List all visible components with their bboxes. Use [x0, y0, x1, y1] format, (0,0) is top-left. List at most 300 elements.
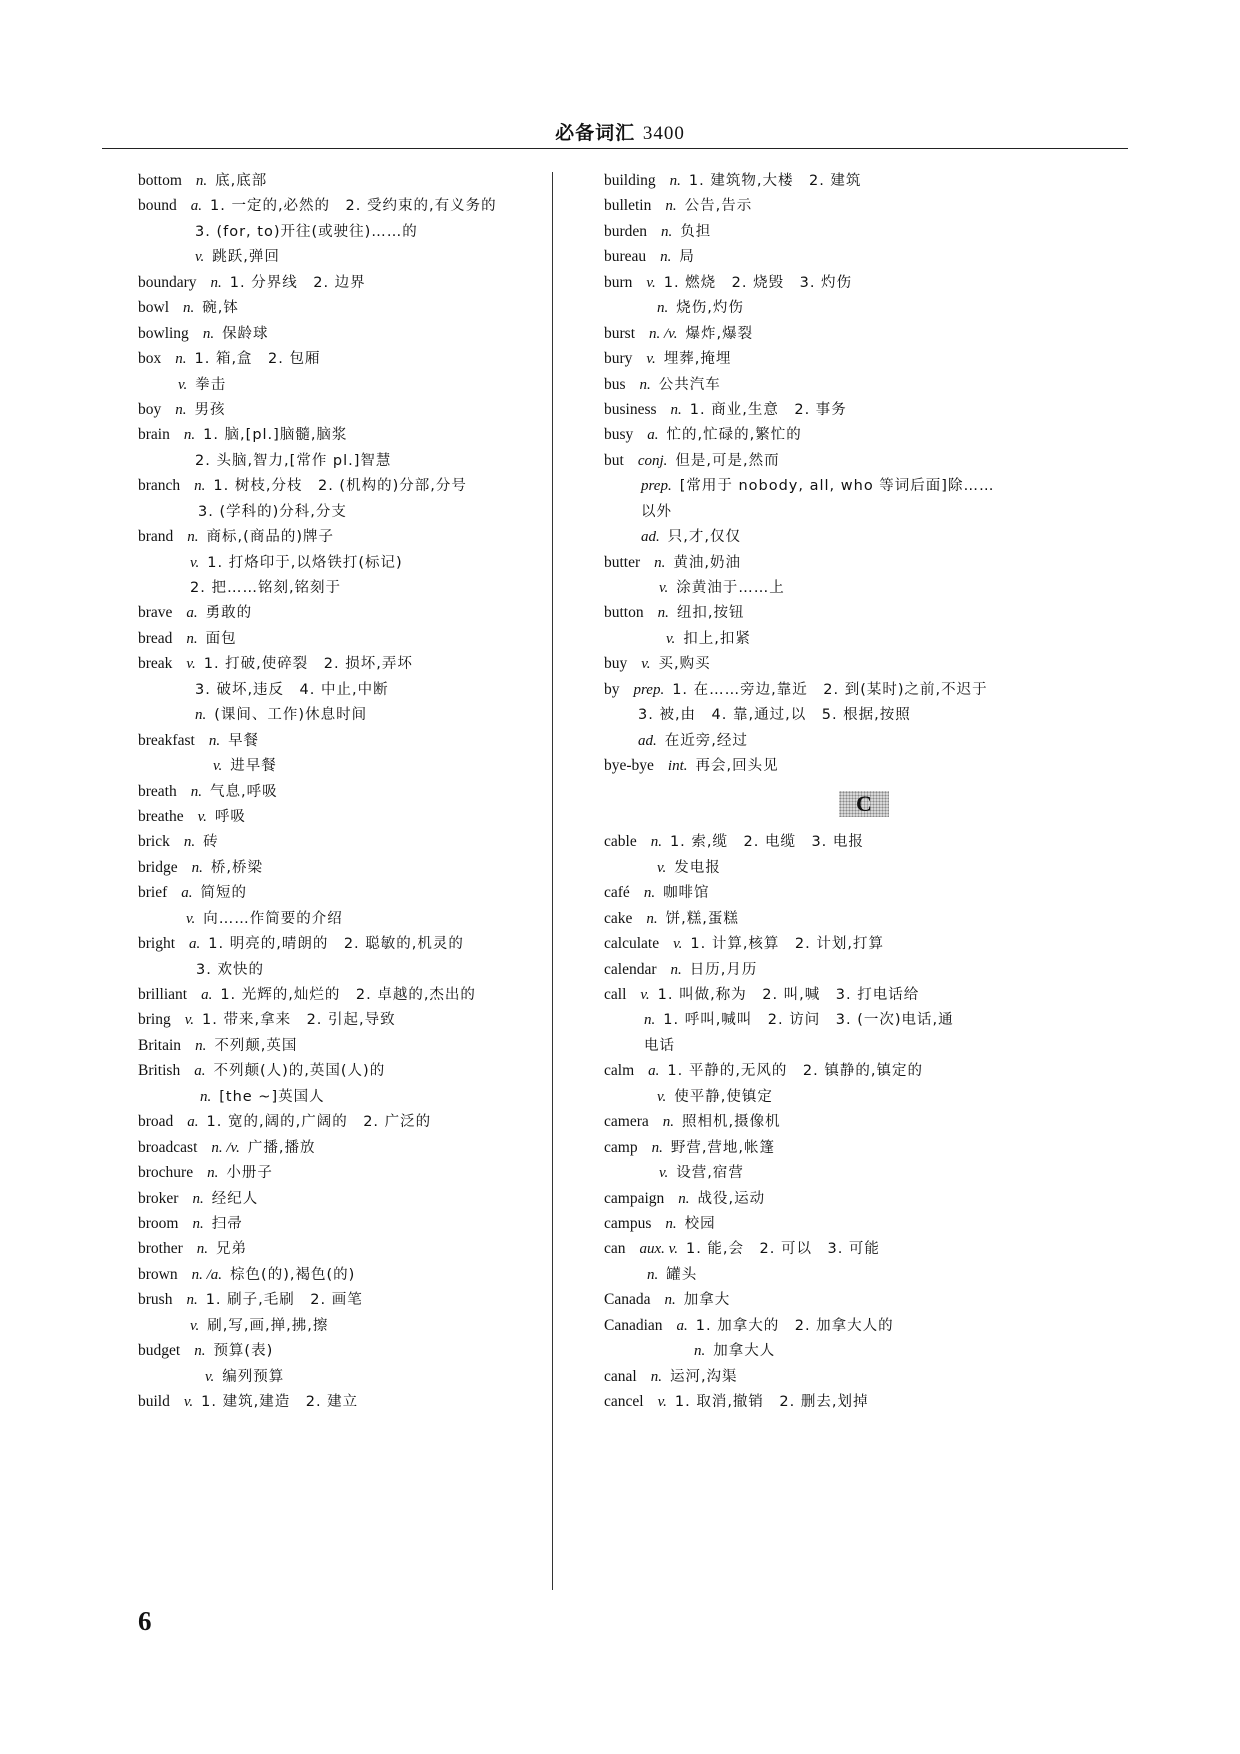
definition: 1. 建筑,建造 2. 建立	[201, 1394, 359, 1410]
definition: 1. 宽的,阔的,广阔的 2. 广泛的	[206, 1114, 432, 1131]
definition: 1. 打烙印于,以烙铁打(标记)	[207, 554, 403, 571]
dictionary-entry-continuation	[138, 1313, 548, 1338]
definition: 早餐	[228, 732, 260, 749]
dictionary-entry-continuation	[604, 575, 1124, 600]
headword: bus	[604, 375, 626, 393]
headword: British	[138, 1062, 181, 1080]
definition: 底,底部	[215, 173, 268, 189]
headword: brother	[138, 1240, 183, 1258]
definition: 1. 呼叫,喊叫 2. 访问 3. (一次)电话,通	[663, 1012, 954, 1029]
dictionary-entry	[604, 372, 1124, 397]
running-header	[0, 118, 1240, 145]
dictionary-entry	[604, 1058, 1124, 1083]
definition: 广播,播放	[247, 1139, 316, 1156]
part-of-speech: n.	[654, 554, 666, 571]
dictionary-entry	[604, 1236, 1124, 1261]
part-of-speech: v.	[657, 859, 667, 876]
definition: 发电报	[674, 859, 721, 876]
dictionary-entry	[604, 422, 1124, 447]
dictionary-entry-continuation	[138, 499, 548, 524]
dictionary-entry	[138, 193, 548, 218]
dictionary-entry	[138, 168, 548, 193]
definition: 在近旁,经过	[664, 732, 748, 749]
dictionary-entry	[138, 931, 548, 956]
definition: 设营,宿营	[676, 1165, 744, 1182]
part-of-speech: v.	[183, 1394, 194, 1410]
definition: (课间、工作)休息时间	[214, 707, 368, 724]
definition: 公共汽车	[658, 376, 721, 393]
dictionary-entry	[138, 728, 548, 753]
part-of-speech: n.	[670, 961, 682, 978]
part-of-speech: a.	[181, 885, 193, 902]
dictionary-entry-continuation	[604, 1007, 1124, 1032]
definition: 1. 打破,使碎裂 2. 损坏,弄坏	[203, 656, 413, 673]
part-of-speech: n.	[183, 427, 196, 444]
headword: bowling	[138, 324, 189, 342]
part-of-speech: n.	[665, 1215, 677, 1232]
headword: but	[604, 451, 624, 469]
headword: buy	[604, 655, 628, 673]
headword: bound	[138, 197, 177, 215]
definition: 跳跃,弹回	[212, 249, 280, 266]
part-of-speech: n.	[661, 223, 673, 240]
page-number: 6	[138, 1606, 152, 1636]
headword: bridge	[138, 858, 178, 876]
dictionary-entry-continuation	[604, 524, 1124, 549]
headword: break	[138, 655, 173, 673]
part-of-speech: n.	[647, 1266, 659, 1283]
dictionary-entry	[604, 931, 1124, 956]
part-of-speech: a.	[189, 936, 201, 953]
dictionary-entry	[138, 982, 548, 1007]
definition: 刷,写,画,掸,拂,擦	[207, 1317, 329, 1334]
dictionary-entry	[138, 1135, 548, 1160]
part-of-speech: v.	[213, 758, 223, 775]
dictionary-entry	[138, 779, 548, 804]
definition: 日历,月历	[689, 961, 758, 978]
definition: 3. 破坏,违反 4. 中止,中断	[195, 681, 389, 698]
dictionary-entry-continuation	[138, 1364, 548, 1389]
definition: 3. 欢快的	[196, 961, 264, 978]
dictionary-entry	[138, 651, 548, 676]
headword: branch	[138, 477, 181, 495]
part-of-speech: n.	[646, 910, 658, 927]
definition: 饼,糕,蛋糕	[665, 910, 739, 927]
dictionary-entry	[138, 1389, 548, 1414]
dictionary-entry	[604, 321, 1124, 346]
part-of-speech: v.	[190, 554, 200, 571]
definition: 野营,营地,帐篷	[670, 1139, 776, 1156]
dictionary-entry	[138, 397, 548, 422]
dictionary-entry	[138, 804, 548, 829]
dictionary-entry	[138, 829, 548, 854]
definition: 只,才,仅仅	[667, 529, 741, 546]
part-of-speech: a.	[194, 1063, 206, 1080]
part-of-speech: n.	[187, 529, 199, 546]
dictionary-entry	[138, 346, 548, 371]
headword: by	[604, 680, 620, 698]
headword: breakfast	[138, 731, 195, 749]
headword: campus	[604, 1214, 652, 1232]
definition: 棕色(的),褐色(的)	[230, 1266, 356, 1283]
headword: button	[604, 604, 644, 622]
dictionary-entry	[138, 1236, 548, 1261]
definition: 面包	[205, 630, 237, 647]
part-of-speech: v.	[184, 1012, 195, 1029]
dictionary-entry	[604, 397, 1124, 422]
part-of-speech: a.	[187, 1114, 199, 1131]
part-of-speech: n.	[660, 249, 672, 266]
definition: 运河,沟渠	[669, 1368, 738, 1385]
definition: 罐头	[666, 1266, 698, 1283]
definition: 1. 明亮的,晴朗的 2. 聪敏的,机灵的	[208, 936, 464, 953]
definition: 埋葬,掩埋	[663, 351, 732, 368]
dictionary-entry	[138, 422, 548, 447]
definition: 扫帚	[211, 1215, 243, 1232]
dictionary-entry	[604, 753, 1124, 778]
section-letter: C	[839, 791, 889, 817]
part-of-speech: v.	[657, 1394, 667, 1411]
part-of-speech: n.	[175, 351, 187, 368]
definition: 1. 箱,盒 2. 包厢	[194, 351, 321, 368]
dictionary-entry	[138, 1338, 548, 1363]
headword: bottom	[138, 172, 182, 189]
part-of-speech: n.	[208, 732, 221, 749]
definition: 1. 加拿大的 2. 加拿大人的	[695, 1317, 894, 1334]
dictionary-entry-continuation	[604, 1033, 1124, 1058]
headword: camp	[604, 1138, 638, 1156]
part-of-speech: v.	[646, 274, 656, 291]
dictionary-entry-continuation	[604, 1084, 1124, 1109]
dictionary-entry-continuation	[138, 575, 548, 600]
dictionary-entry	[138, 1007, 548, 1032]
definition: 1. 能,会 2. 可以 3. 可能	[685, 1241, 880, 1258]
part-of-speech: n.	[678, 1190, 690, 1207]
dictionary-entry	[604, 168, 1124, 193]
headword: burn	[604, 273, 633, 291]
part-of-speech: n.	[662, 1114, 674, 1131]
definition: 2. 头脑,智力,[常作 pl.]智慧	[195, 452, 392, 469]
headword: breath	[138, 782, 177, 800]
definition: 涂黄油于……上	[676, 580, 785, 596]
headword: brochure	[138, 1164, 194, 1182]
headword: call	[604, 986, 627, 1004]
headword: breathe	[138, 807, 184, 825]
dictionary-entry	[604, 1313, 1124, 1338]
definition: 3. 被,由 4. 靠,通过,以 5. 根据,按照	[638, 707, 911, 724]
headword: calendar	[604, 960, 657, 978]
dictionary-entry	[604, 906, 1124, 931]
dictionary-entry	[604, 193, 1124, 218]
definition: 1. 燃烧 2. 烧毁 3. 灼伤	[663, 274, 853, 291]
headword: broker	[138, 1189, 179, 1207]
headword: Britain	[138, 1036, 182, 1054]
header-rule	[102, 148, 1128, 149]
part-of-speech: v.	[205, 1368, 215, 1385]
dictionary-entry	[604, 1389, 1124, 1414]
definition: 勇敢的	[205, 605, 253, 622]
part-of-speech: n.	[183, 834, 196, 851]
headword: busy	[604, 426, 634, 444]
part-of-speech: n. /a.	[191, 1266, 223, 1283]
part-of-speech: n.	[202, 325, 215, 342]
dictionary-entry	[138, 600, 548, 625]
definition: 碗,钵	[202, 300, 239, 317]
definition: 编列预算	[222, 1368, 285, 1385]
dictionary-entry-continuation	[138, 550, 548, 575]
dictionary-entry	[604, 219, 1124, 244]
part-of-speech: n.	[651, 1139, 663, 1156]
headword: burden	[604, 222, 648, 240]
part-of-speech: aux. v.	[639, 1241, 678, 1258]
headword: brick	[138, 833, 170, 851]
dictionary-entry-continuation	[604, 499, 1124, 524]
dictionary-entry-continuation	[604, 295, 1124, 320]
part-of-speech: v.	[178, 376, 188, 393]
headword: café	[604, 884, 630, 902]
dictionary-entry	[138, 1287, 548, 1312]
dictionary-entry	[604, 346, 1124, 371]
headword: canal	[604, 1367, 637, 1385]
headword: bureau	[604, 248, 647, 266]
definition: 3. (for, to)开往(或驶往)……的	[195, 223, 418, 240]
section-letter-heading	[604, 779, 1124, 830]
part-of-speech: v.	[186, 910, 196, 927]
dictionary-entry	[604, 829, 1124, 854]
definition: 1. 分界线 2. 边界	[229, 274, 366, 291]
definition: 3. (学科的)分科,分支	[198, 503, 347, 520]
dictionary-entry	[138, 295, 548, 320]
definition: 男孩	[194, 401, 226, 418]
definition: 咖啡馆	[663, 885, 710, 902]
part-of-speech: prep.	[641, 478, 672, 495]
headword: building	[604, 172, 656, 189]
headword: campaign	[604, 1189, 665, 1207]
dictionary-entry	[138, 855, 548, 880]
headword: brave	[138, 604, 173, 622]
part-of-speech: n.	[207, 1165, 219, 1182]
definition: 烧伤,灼伤	[676, 300, 744, 317]
headword: box	[138, 350, 162, 368]
dictionary-entry	[138, 1186, 548, 1211]
dictionary-entry	[604, 1211, 1124, 1236]
headword: broad	[138, 1113, 174, 1131]
definition: [常用于 nobody, all, who 等词后面]除……	[679, 478, 995, 495]
part-of-speech: n.	[644, 1012, 656, 1029]
headword: calculate	[604, 935, 660, 953]
dictionary-entry	[138, 626, 548, 651]
part-of-speech: n.	[192, 1190, 204, 1207]
headword: butter	[604, 553, 641, 571]
headword: business	[604, 400, 657, 418]
definition: 以外	[641, 503, 672, 520]
dictionary-entry-continuation	[604, 626, 1124, 651]
definition: 呼吸	[214, 808, 246, 825]
definition: 电话	[644, 1037, 675, 1054]
definition: 砖	[203, 834, 219, 851]
part-of-speech: n.	[192, 1215, 204, 1232]
definition: 向……作简要的介绍	[203, 910, 343, 927]
headword: bye-bye	[604, 757, 654, 775]
part-of-speech: a.	[201, 987, 213, 1003]
dictionary-entry	[138, 1058, 548, 1083]
headword: cancel	[604, 1393, 644, 1411]
part-of-speech: n.	[669, 173, 681, 189]
dictionary-entry	[604, 1364, 1124, 1389]
part-of-speech: n.	[657, 605, 669, 622]
dictionary-entry-continuation	[138, 753, 548, 778]
dictionary-entry	[138, 473, 548, 498]
definition: 进早餐	[230, 758, 277, 775]
definition: 1. 在……旁边,靠近 2. 到(某时)之前,不迟于	[672, 681, 988, 698]
headword: build	[138, 1393, 170, 1410]
dictionary-entry-continuation	[138, 448, 548, 473]
definition: 加拿大	[683, 1292, 731, 1309]
part-of-speech: n.	[665, 198, 677, 215]
headword: bury	[604, 350, 633, 368]
definition: 黄油,奶油	[673, 554, 742, 571]
dictionary-entry	[604, 677, 1124, 702]
dictionary-entry-continuation	[138, 957, 548, 982]
part-of-speech: n.	[664, 1292, 676, 1309]
definition: 1. 一定的,必然的 2. 受约束的,有义务的	[210, 198, 497, 215]
definition: 1. 带来,拿来 2. 引起,导致	[202, 1012, 396, 1029]
part-of-speech: n.	[195, 1037, 207, 1054]
definition: 1. 树枝,分枝 2. (机构的)分部,分号	[213, 478, 467, 495]
definition: 再会,回头见	[695, 758, 779, 775]
definition: 扣上,扣紧	[683, 630, 751, 647]
definition: 爆炸,爆裂	[685, 325, 754, 342]
dictionary-entry	[138, 321, 548, 346]
headword: bright	[138, 935, 176, 953]
definition: 战役,运动	[697, 1190, 766, 1207]
part-of-speech: n.	[194, 1343, 206, 1360]
part-of-speech: n.	[186, 630, 198, 647]
part-of-speech: n.	[183, 300, 195, 317]
definition: 不列颠,英国	[214, 1037, 298, 1054]
part-of-speech: v.	[195, 249, 205, 266]
headword: brilliant	[138, 986, 188, 1003]
definition: 拳击	[195, 376, 227, 393]
part-of-speech: v.	[659, 1165, 669, 1182]
dictionary-entry-continuation	[604, 1338, 1124, 1363]
definition: 1. 脑,[pl.]脑髓,脑浆	[203, 427, 348, 444]
definition: 1. 索,缆 2. 电缆 3. 电报	[669, 834, 864, 851]
dictionary-entry-continuation	[604, 855, 1124, 880]
definition: 使平静,使镇定	[674, 1088, 773, 1105]
headword: boundary	[138, 273, 197, 291]
definition: 保龄球	[222, 325, 269, 342]
part-of-speech: n.	[196, 1241, 209, 1258]
dictionary-entry	[138, 270, 548, 295]
part-of-speech: n.	[175, 401, 187, 418]
headword: Canadian	[604, 1316, 663, 1334]
definition: 桥,桥梁	[210, 859, 263, 876]
dictionary-entry-continuation	[604, 1160, 1124, 1185]
part-of-speech: n.	[194, 478, 206, 495]
part-of-speech: v.	[640, 987, 650, 1004]
part-of-speech: v.	[186, 656, 196, 673]
part-of-speech: n.	[190, 783, 202, 800]
dictionary-entry	[604, 1287, 1124, 1312]
part-of-speech: a.	[676, 1317, 688, 1334]
definition: 2. 把……铭刻,铭刻于	[190, 580, 342, 596]
dictionary-entry	[138, 524, 548, 549]
headword: budget	[138, 1342, 181, 1360]
definition: 经纪人	[211, 1190, 259, 1207]
part-of-speech: n.	[650, 1368, 662, 1385]
headword: broom	[138, 1214, 179, 1232]
part-of-speech: n.	[195, 173, 208, 189]
definition: 小册子	[226, 1165, 273, 1182]
part-of-speech: prep.	[633, 681, 665, 698]
part-of-speech: n.	[694, 1343, 706, 1360]
definition: 1. 平静的,无风的 2. 镇静的,镇定的	[667, 1063, 923, 1080]
part-of-speech: n.	[670, 401, 682, 418]
part-of-speech: v.	[646, 351, 656, 368]
header-title-number: 3400	[642, 123, 685, 144]
dictionary-entry	[604, 1186, 1124, 1211]
dictionary-entry-continuation	[604, 473, 1124, 498]
dictionary-entry-continuation	[604, 1262, 1124, 1287]
dictionary-entry-continuation	[138, 1084, 548, 1109]
dictionary-entry	[604, 957, 1124, 982]
definition: 兄弟	[216, 1241, 248, 1258]
definition: [the ~]英国人	[219, 1088, 325, 1105]
headword: bulletin	[604, 197, 652, 215]
definition: 但是,可是,然而	[675, 452, 780, 469]
definition: 忙的,忙碌的,繁忙的	[666, 427, 802, 444]
definition: 1. 取消,撤销 2. 删去,划掉	[674, 1394, 869, 1411]
definition: 负担	[680, 223, 712, 240]
part-of-speech: ad.	[638, 732, 657, 749]
part-of-speech: n.	[195, 707, 207, 724]
headword: brain	[138, 426, 170, 444]
part-of-speech: n.	[191, 859, 203, 876]
definition: 不列颠(人)的,英国(人)的	[213, 1063, 386, 1080]
dictionary-entry	[138, 1033, 548, 1058]
dictionary-entry	[138, 1160, 548, 1185]
definition: 1. 叫做,称为 2. 叫,喊 3. 打电话给	[657, 987, 920, 1004]
part-of-speech: a.	[647, 427, 659, 444]
part-of-speech: n. /v.	[211, 1139, 240, 1156]
dictionary-entry	[604, 244, 1124, 269]
definition: 纽扣,按钮	[676, 605, 745, 622]
part-of-speech: int.	[667, 758, 688, 775]
part-of-speech: v.	[197, 808, 207, 825]
part-of-speech: v.	[666, 630, 676, 647]
definition: 照相机,摄像机	[682, 1114, 781, 1131]
definition: 局	[679, 249, 695, 266]
part-of-speech: a.	[648, 1063, 660, 1080]
headword: brush	[138, 1291, 173, 1309]
part-of-speech: conj.	[637, 452, 668, 469]
left-column	[138, 168, 548, 1414]
part-of-speech: n.	[210, 274, 222, 291]
part-of-speech: v.	[657, 1088, 667, 1105]
headword: cable	[604, 833, 637, 851]
column-divider	[552, 172, 553, 1590]
part-of-speech: n. /v.	[649, 325, 678, 342]
part-of-speech: n.	[643, 885, 656, 902]
part-of-speech: n.	[650, 834, 662, 851]
headword: bowl	[138, 299, 169, 317]
part-of-speech: a.	[190, 198, 202, 215]
part-of-speech: a.	[186, 605, 198, 622]
definition: 1. 光辉的,灿烂的 2. 卓越的,杰出的	[220, 987, 476, 1003]
part-of-speech: n.	[657, 300, 669, 317]
headword: Canada	[604, 1291, 651, 1309]
